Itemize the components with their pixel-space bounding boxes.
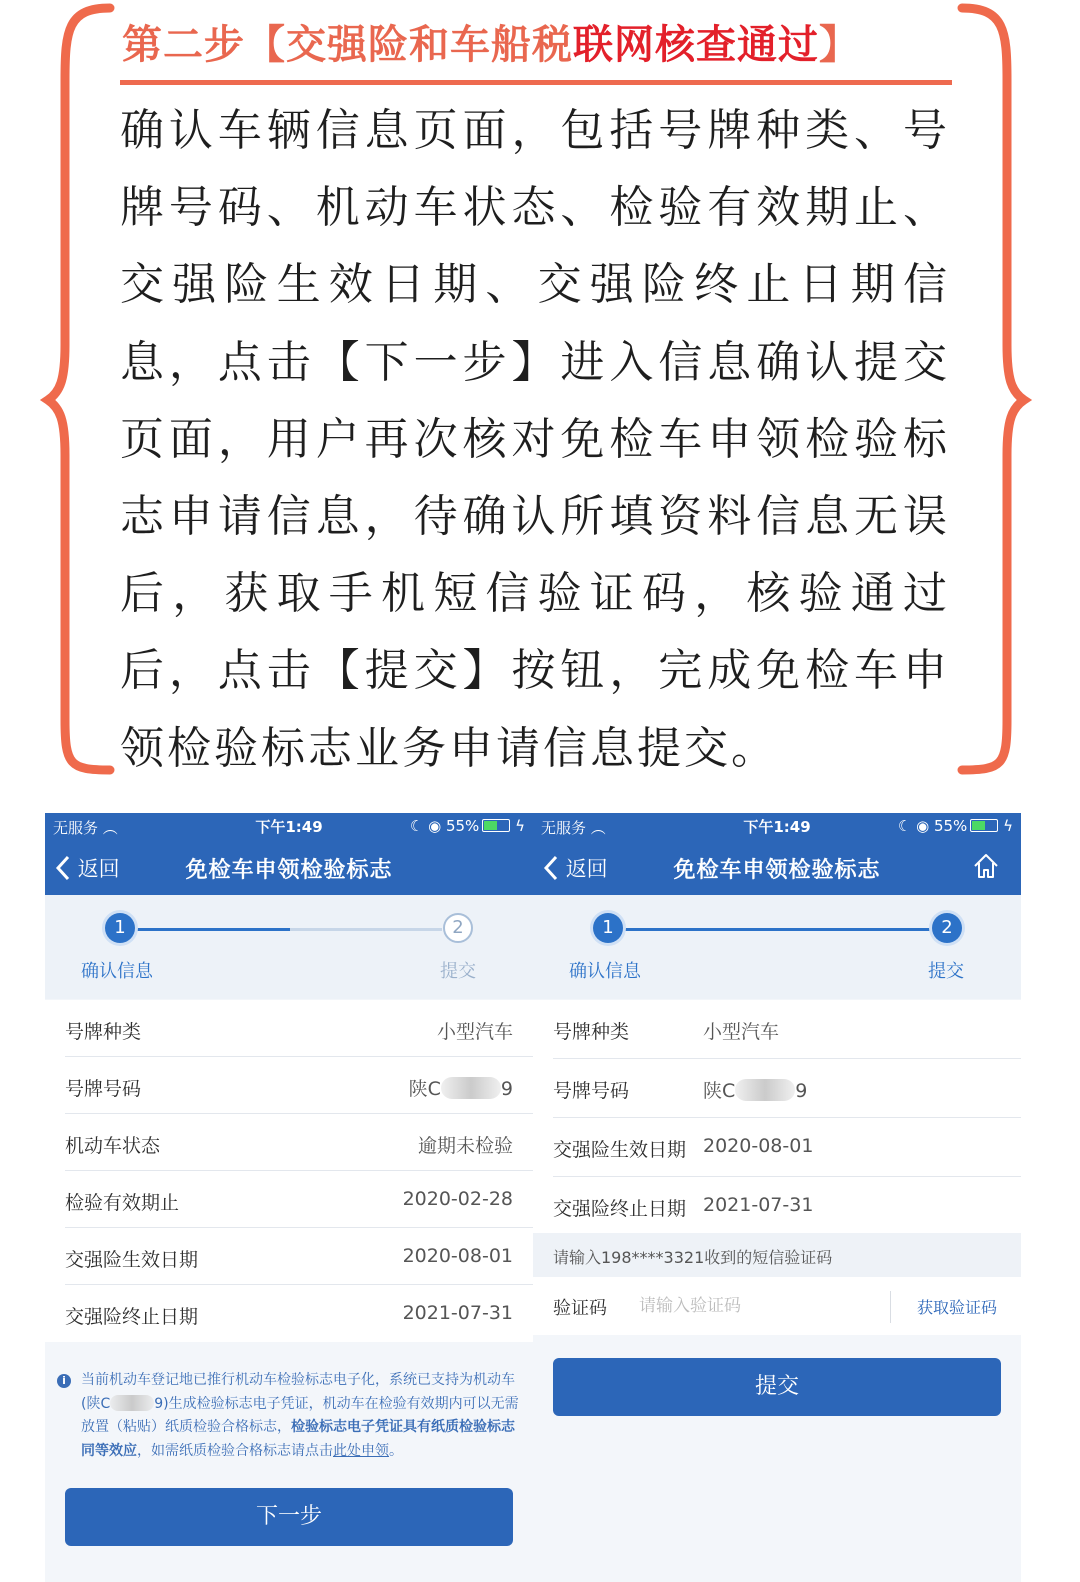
home-button[interactable] bbox=[971, 851, 1001, 885]
electronic-label-notice: i 当前机动车登记地已推行机动车检验标志电子化，系统已支持为机动车(陕C 9)生成检验标志电子凭证，机动车在检验有效期内可以无需放置（粘贴）纸质检验合格标志，检验标志电子凭证具有纸质检验标志同等效应，如需纸质检验合格标志请点击此处申领。 bbox=[57, 1369, 527, 1463]
info-icon: i bbox=[57, 1374, 71, 1388]
info-row-plate-number: 号牌号码 陕C 9 bbox=[45, 1057, 533, 1114]
right-brace bbox=[962, 8, 1024, 770]
info-row-vehicle-status: 机动车状态 逾期未检验 bbox=[45, 1114, 533, 1171]
moon-icon: ☾ bbox=[897, 817, 912, 835]
progress-stepper bbox=[533, 895, 1021, 999]
get-code-button[interactable]: 获取验证码 bbox=[916, 1298, 997, 1317]
step-title: 第二步【交强险和车船税联网核查通过】 bbox=[122, 22, 860, 68]
blurred-plate bbox=[110, 1395, 154, 1411]
battery-indicator: ☾ ◉ 55% ϟ bbox=[897, 817, 1013, 835]
carrier-label: 无服务 ︵ bbox=[541, 819, 606, 837]
rotation-lock-icon: ◉ bbox=[916, 817, 930, 835]
stepper-line-active bbox=[623, 928, 933, 931]
screen-submit bbox=[533, 813, 1021, 1582]
home-icon bbox=[971, 851, 1001, 881]
wifi-icon: ︵ bbox=[102, 819, 118, 837]
left-brace bbox=[48, 8, 110, 770]
rotation-lock-icon: ◉ bbox=[428, 817, 442, 835]
next-step-button[interactable]: 下一步 bbox=[65, 1488, 513, 1546]
submit-button[interactable]: 提交 bbox=[553, 1358, 1001, 1416]
screen-confirm-info bbox=[45, 813, 533, 1582]
info-row-insurance-start: 交强险生效日期 2020-08-01 bbox=[533, 1118, 1021, 1177]
step-1-circle: 1 bbox=[105, 913, 135, 943]
info-row-insurance-end: 交强险终止日期 2021-07-31 bbox=[45, 1285, 533, 1342]
nav-bar bbox=[45, 839, 533, 895]
back-label: 返回 bbox=[77, 857, 120, 881]
info-row-plate-number: 号牌号码 陕C 9 bbox=[533, 1059, 1021, 1118]
moon-icon: ☾ bbox=[409, 817, 424, 835]
battery-icon bbox=[970, 819, 998, 832]
apply-here-link[interactable]: 此处申领 bbox=[333, 1442, 389, 1459]
nav-bar bbox=[533, 839, 1021, 895]
step-1-label: 确认信息 bbox=[569, 961, 641, 982]
blurred-plate bbox=[735, 1079, 795, 1101]
charging-icon: ϟ bbox=[1003, 817, 1013, 835]
carrier-label: 无服务 ︵ bbox=[53, 819, 118, 837]
sms-hint: 请输入198****3321收到的短信验证码 bbox=[533, 1233, 1021, 1277]
step-2-label: 提交 bbox=[928, 961, 964, 982]
back-label: 返回 bbox=[565, 857, 608, 881]
stepper-line-active bbox=[135, 928, 290, 931]
status-time: 下午1:49 bbox=[255, 818, 323, 836]
title-underline bbox=[120, 80, 952, 85]
info-row-plate-type: 号牌种类 小型汽车 bbox=[45, 1000, 533, 1057]
battery-icon bbox=[482, 819, 510, 832]
step-1-circle: 1 bbox=[593, 913, 623, 943]
blurred-plate bbox=[441, 1077, 501, 1099]
nav-title: 免检车申领检验标志 bbox=[185, 858, 393, 883]
info-row-plate-type: 号牌种类 小型汽车 bbox=[533, 1000, 1021, 1059]
step-2-label: 提交 bbox=[440, 961, 476, 982]
info-row-inspection-expiry: 检验有效期止 2020-02-28 bbox=[45, 1171, 533, 1228]
progress-stepper bbox=[45, 895, 533, 999]
step-2-circle: 2 bbox=[932, 913, 962, 943]
article-body: 确认车辆信息页面，包括号牌种类、号牌号码、机动车状态、检验有效期止、交强险生效日期、交强险终止日期信息，点击【下一步】进入信息确认提交页面，用户再次核对免检车申领检验标志申请信息，待确认所填资料信息无误后，获取手机短信验证码，核验通过后，点击【提交】按钮，完成免检车申领检验标志业务申请信息提交。 bbox=[120, 105, 950, 774]
step-2-circle: 2 bbox=[443, 913, 473, 943]
status-bar bbox=[45, 813, 533, 839]
info-row-insurance-start: 交强险生效日期 2020-08-01 bbox=[45, 1228, 533, 1285]
verification-code-row bbox=[533, 1277, 1021, 1335]
nav-title: 免检车申领检验标志 bbox=[673, 858, 881, 883]
code-label: 验证码 bbox=[553, 1298, 607, 1319]
info-row-insurance-end: 交强险终止日期 2021-07-31 bbox=[533, 1177, 1021, 1233]
stepper-line-inactive bbox=[290, 928, 442, 931]
verification-code-input[interactable] bbox=[637, 1289, 881, 1323]
status-time: 下午1:49 bbox=[743, 818, 811, 836]
wifi-icon: ︵ bbox=[590, 819, 606, 837]
battery-indicator: ☾ ◉ 55% ϟ bbox=[409, 817, 525, 835]
charging-icon: ϟ bbox=[515, 817, 525, 835]
status-bar bbox=[533, 813, 1021, 839]
step-1-label: 确认信息 bbox=[81, 961, 153, 982]
article-section bbox=[0, 0, 1080, 790]
